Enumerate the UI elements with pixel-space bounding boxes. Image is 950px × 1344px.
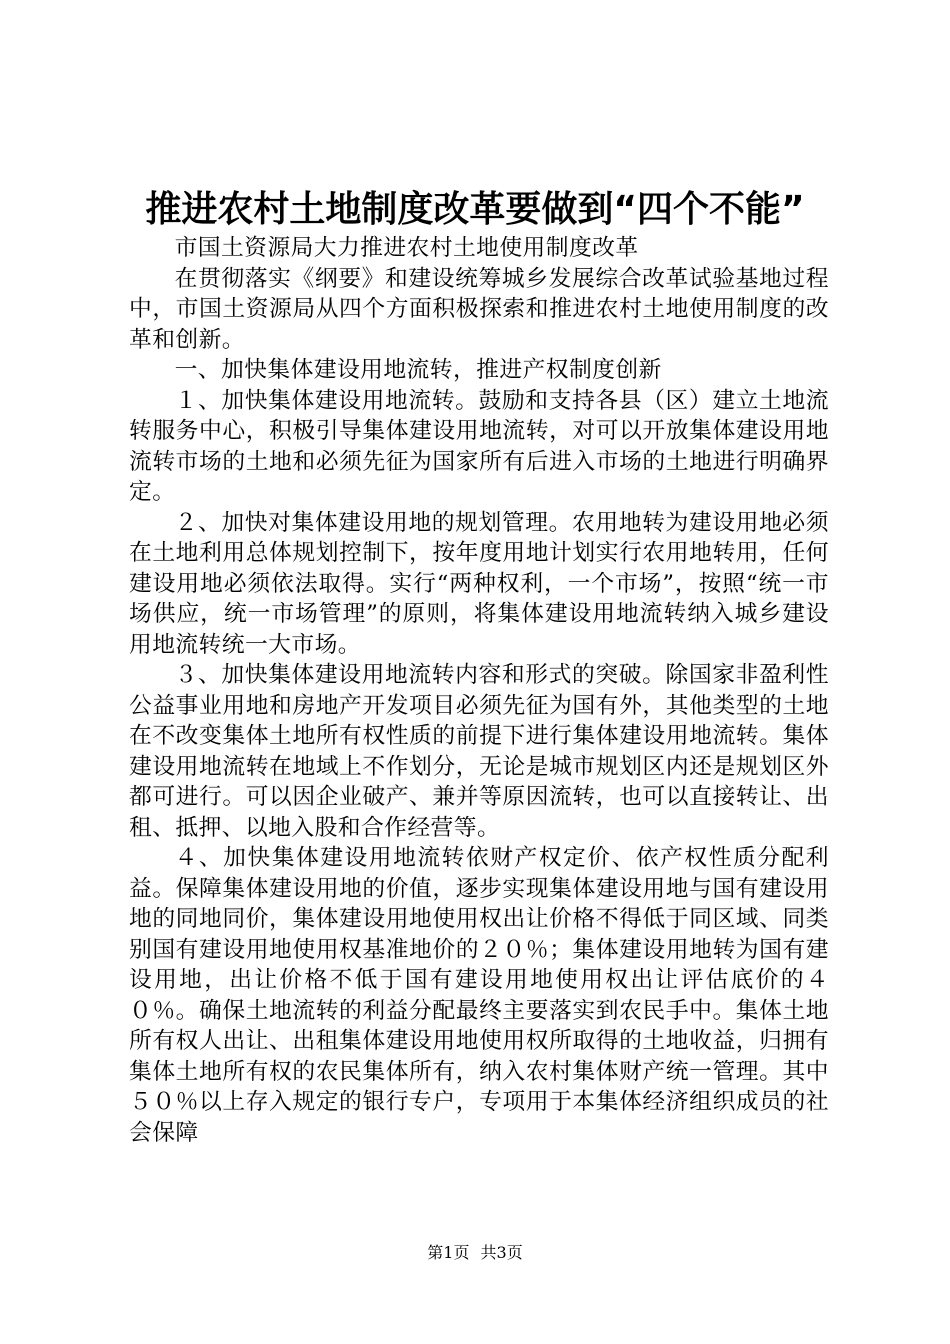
paragraph-item-4: ４、加快集体建设用地流转依财产权定价、依产权性质分配利益。保障集体建设用地的价值，逐步实现集体建设用地与国有建设用地的同地同价，集体建设用地使用权出让价格不得低于同区域、同类别国有建设用地使用权基准地价的２０％；集体建设用地转为国有建设用地，出让价格不低于国有建设用地使用权出让评估底价的４０％。确保土地流转的利益分配最终主要落实到农民手中。集体土地所有权人出让、出租集体建设用地使用权所取得的土地收益，归拥有集体土地所有权的农民集体所有，纳入农村集体财产统一管理。其中５０％以上存入规定的银行专户，专项用于本集体经济组织成员的社会保障 — [129, 845, 829, 1146]
paragraph-intro: 在贯彻落实《纲要》和建设统筹城乡发展综合改革试验基地过程中，市国土资源局从四个方面积极探索和推进农村土地使用制度的改革和创新。 — [129, 265, 829, 353]
paragraph-item-3: ３、加快集体建设用地流转内容和形式的突破。除国家非盈利性公益事业用地和房地产开发项目必须先征为国有外，其他类型的土地在不改变集体土地所有权性质的前提下进行集体建设用地流转。集体建设用地流转在地域上不作划分，无论是城市规划区内还是规划区外都可进行。可以因企业破产、兼并等原因流转，也可以直接转让、出租、抵押、以地入股和合作经营等。 — [129, 662, 829, 841]
page-footer — [0, 1243, 950, 1263]
paragraph-item-2: ２、加快对集体建设用地的规划管理。农用地转为建设用地必须在土地利用总体规划控制下，按年度用地计划实行农用地转用，任何建设用地必须依法取得。实行“两种权利，一个市场”，按照“统一市场供应，统一市场管理”的原则，将集体建设用地流转纳入城乡建设用地流转统一大市场。 — [129, 509, 829, 658]
document-body — [129, 233, 829, 1148]
page-number: 第1页 — [427, 1243, 470, 1262]
section-heading-1: 一、加快集体建设用地流转，推进产权制度创新 — [174, 357, 662, 383]
document-title: 推进农村土地制度改革要做到“四个不能” — [145, 189, 805, 230]
paragraph-subtitle: 市国土资源局大力推进农村土地使用制度改革 — [174, 235, 639, 261]
page-total: 共3页 — [480, 1243, 523, 1262]
paragraph-item-1: １、加快集体建设用地流转。鼓励和支持各县（区）建立土地流转服务中心，积极引导集体建设用地流转，对可以开放集体建设用地流转市场的土地和必须先征为国家所有后进入市场的土地进行明确界定。 — [129, 387, 829, 505]
